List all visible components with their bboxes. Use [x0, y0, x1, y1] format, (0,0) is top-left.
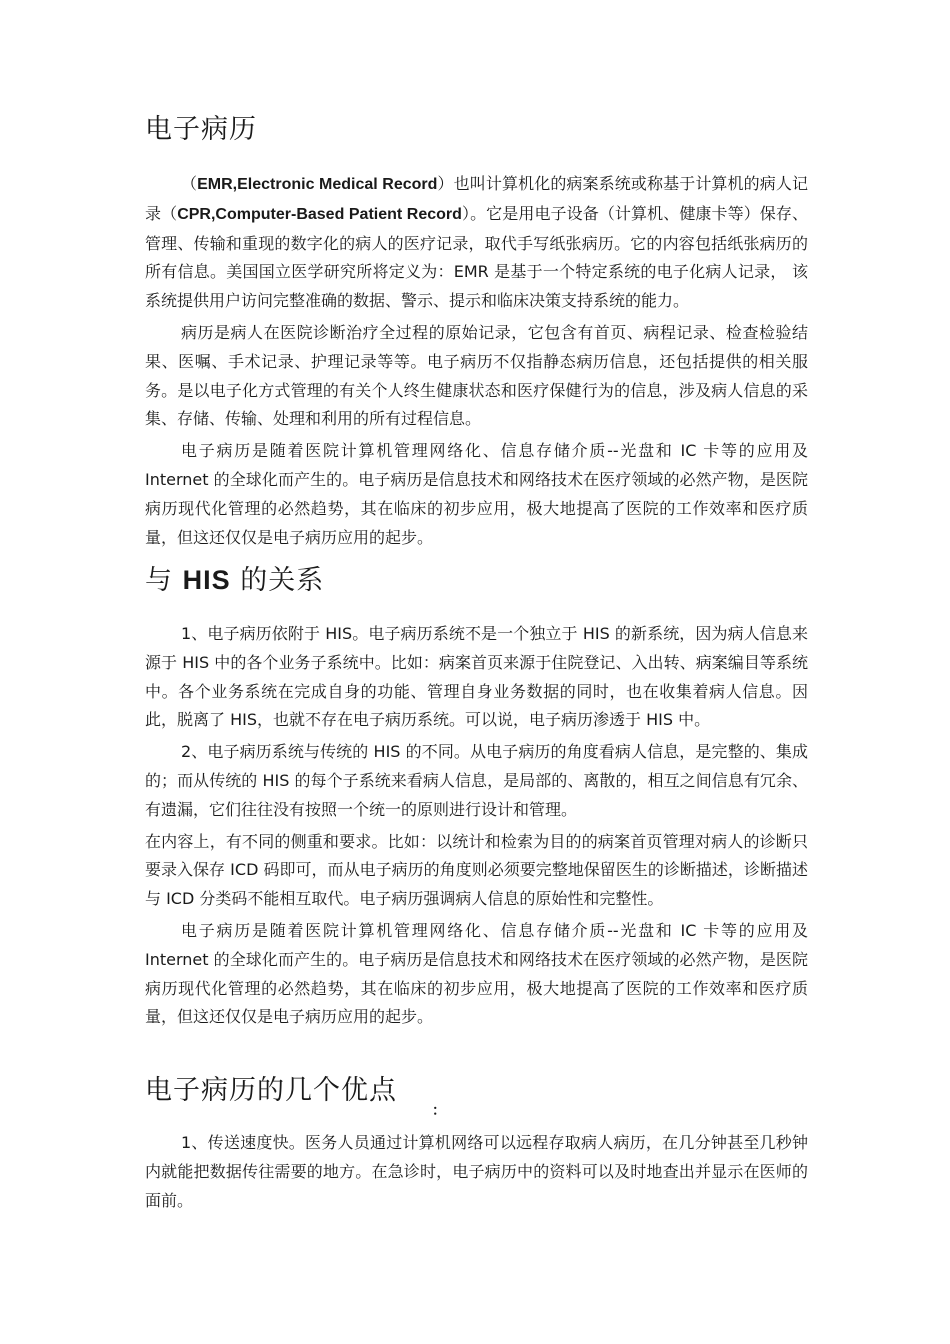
section-his-relation — [145, 620, 808, 1035]
paragraph-advantage-1: 1、传送速度快。医务人员通过计算机网络可以远程存取病人病历，在几分钟甚至几秒钟内就能把数据传往需要的地方。在急诊时，电子病历中的资料可以及时地查出并显示在医师的面前。 — [145, 1133, 808, 1210]
paragraph-emr-definition — [145, 170, 808, 316]
section-emr-intro — [145, 170, 808, 555]
heading-his-relation — [145, 567, 808, 594]
heading-his-term: HIS — [182, 565, 231, 595]
heading-emr-advantages: 电子病历的几个优点 — [145, 1075, 397, 1106]
text-definition-rest: ）。它是用电子设备（计算机、健康卡等）保存、管理、传输和重现的数字化的病人的医疗记录，取代手写纸张病历。它的内容包括纸张病历的所有信息。美国国立医学研究所将定义为：EMR 是基于一个特定系统的电子化病人记录， 该系统提供用户访问完整准确的数据、警示、提示和临床决策支持系统的能力。 — [145, 203, 808, 311]
paragraph-emr-origin-repeat: 电子病历是随着医院计算机管理网络化、信息存储介质--光盘和 IC 卡等的应用及 Internet 的全球化而产生的。电子病历是信息技术和网络技术在医疗领域的必然产物，是医院病历现代化管理的必然趋势，其在临床的初步应用，极大地提高了医院的工作效率和医疗质量，但这还仅仅是电子病历应用的起步。 — [145, 920, 808, 1027]
paragraph-medical-record: 病历是病人在医院诊断治疗全过程的原始记录，它包含有首页、病程记录、检查检验结果、医嘱、手术记录、护理记录等等。电子病历不仅指静态病历信息，还包括提供的相关服务。是以电子化方式管理的有关个人终生健康状态和医疗保健行为的信息，涉及病人信息的采集、存储、传输、处理和利用的所有过程信息。 — [145, 322, 808, 429]
paragraph-his-content: 在内容上，有不同的侧重和要求。比如：以统计和检索为目的的病案首页管理对病人的诊断只要录入保存 ICD 码即可，而从电子病历的角度则必须要完整地保留医生的诊断描述，诊断描述与 ICD 分类码不能相互取代。电子病历强调病人信息的原始性和完整性。 — [145, 831, 808, 909]
text-cpr-term: CPR,Computer-Based Patient Record — [177, 205, 462, 223]
paragraph-emr-origin: 电子病历是随着医院计算机管理网络化、信息存储介质--光盘和 IC 卡等的应用及 Internet 的全球化而产生的。电子病历是信息技术和网络技术在医疗领域的必然产物，是医院病历现代化管理的必然趋势，其在临床的初步应用，极大地提高了医院的工作效率和医疗质量，但这还仅仅是电子病历应用的起步。 — [145, 441, 808, 547]
text-definition-mid: ）也叫计算机化的病案系统或称基于计算机的病人记录（ — [145, 174, 808, 223]
heading-his-pre: 与 — [145, 565, 183, 596]
heading-advantages-colon: ： — [432, 1103, 446, 1119]
section-emr-advantages — [145, 1129, 808, 1218]
text-emr-term: EMR,Electronic Medical Record — [197, 176, 438, 193]
paragraph-his-point-1: 1、电子病历依附于 HIS。电子病历系统不是一个独立于 HIS 的新系统，因为病人信息来源于 HIS 中的各个业务子系统中。比如：病案首页来源于住院登记、入出转、病案编目等系统中。各个业务系统在完成自身的功能、管理自身业务数据的同时，也在收集着病人信息。因此，脱离了 HIS，也就不存在电子病历系统。可以说，电子病历渗透于 HIS 中。 — [145, 624, 808, 730]
text-open-paren: （ — [181, 174, 198, 193]
paragraph-his-point-2: 2、电子病历系统与传统的 HIS 的不同。从电子病历的角度看病人信息，是完整的、集成的；而从传统的 HIS 的每个子系统来看病人信息，是局部的、离散的，相互之间信息有冗余、有遗漏，它们往往没有按照一个统一的原则进行设计和管理。 — [145, 742, 808, 819]
heading-emr: 电子病历 — [145, 114, 257, 145]
heading-his-post: 的关系 — [230, 565, 325, 596]
